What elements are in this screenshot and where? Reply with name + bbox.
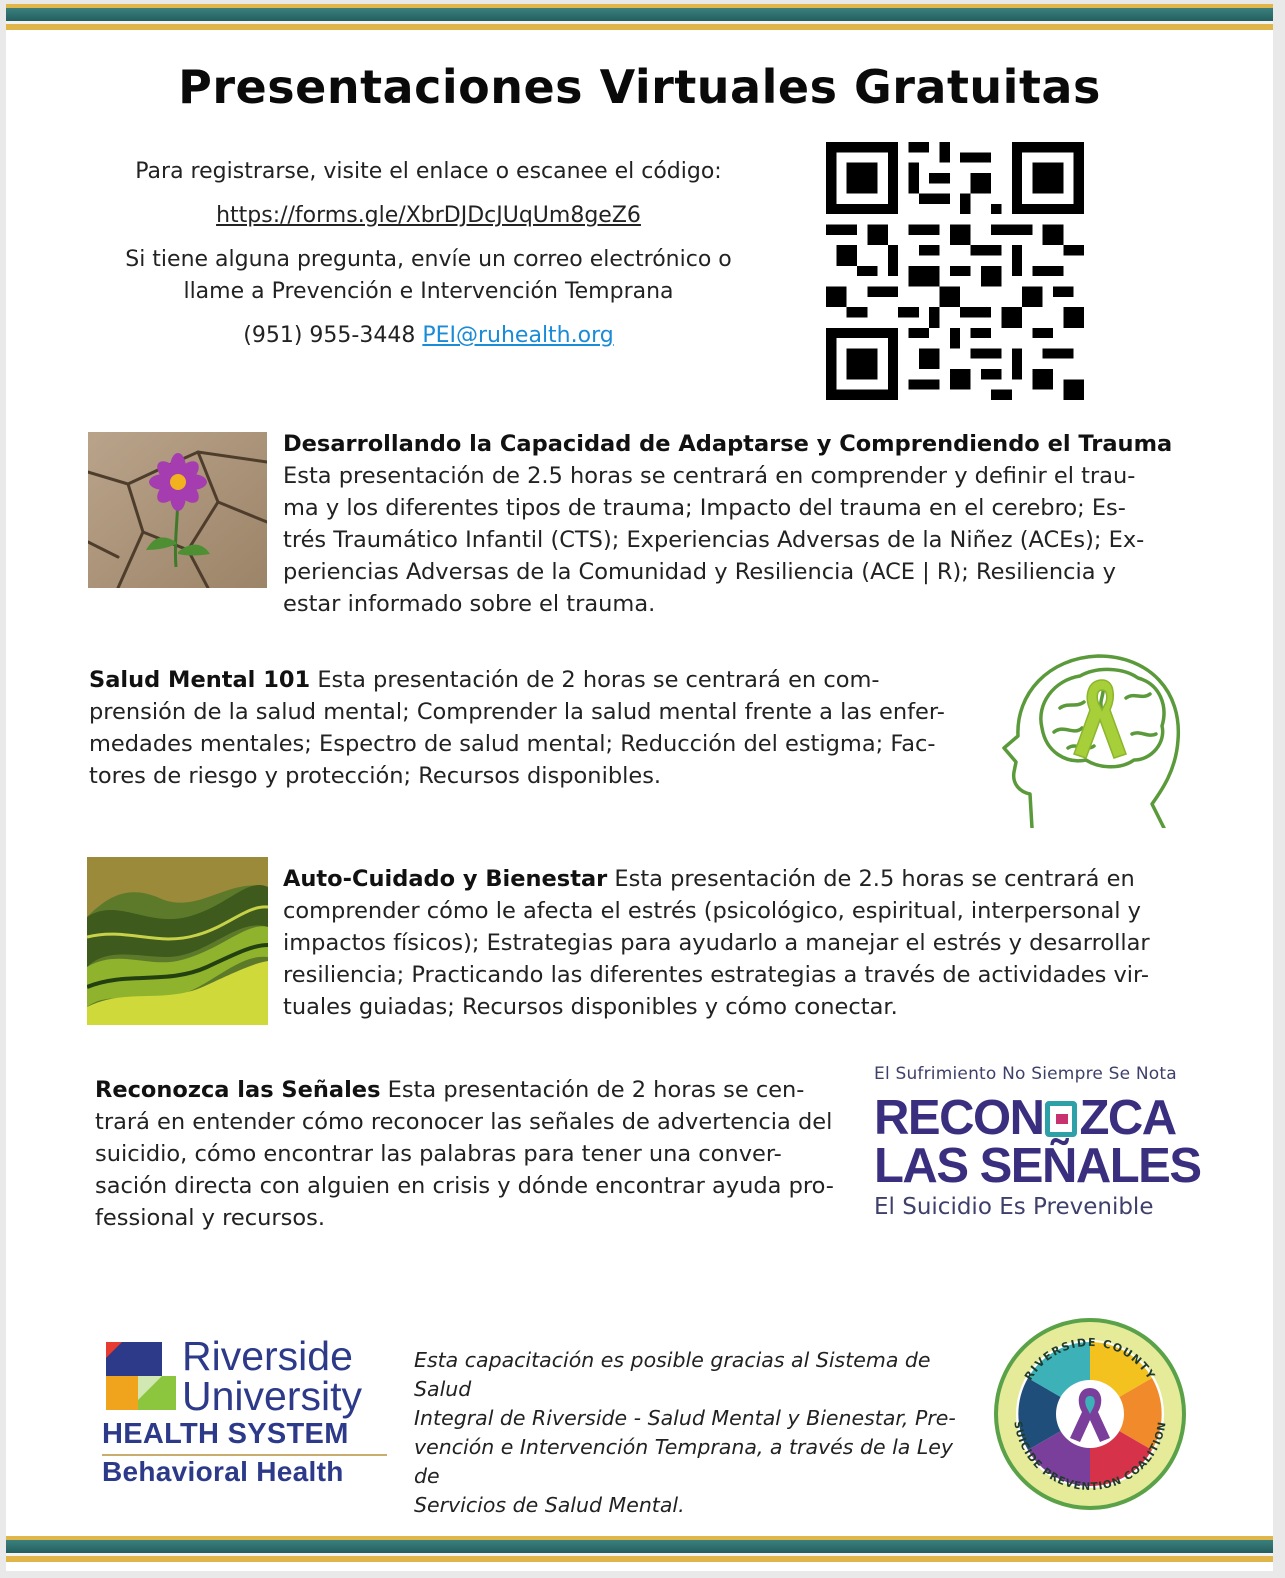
suicide-prevention-coalition-seal <box>992 1316 1188 1512</box>
bottom-decorative-band <box>6 1536 1273 1562</box>
logo-word: LAS SEÑALES <box>874 1139 1201 1193</box>
logo-word: ZCA <box>1079 1091 1176 1145</box>
funding-credit <box>414 1346 984 1520</box>
section-line: tuales guiadas; Recursos disponibles y cómo conectar. <box>283 994 898 1020</box>
email-link[interactable]: PEI@ruhealth.org <box>422 323 614 348</box>
section-trauma <box>283 428 1183 620</box>
section-line: Esta presentación de 2.5 horas se centrará en <box>607 866 1135 892</box>
logo-word: RECON <box>874 1091 1044 1145</box>
section-line: estar informado sobre el trauma. <box>283 591 656 617</box>
section-line: prensión de la salud mental; Comprender la salud mental frente a las enfer- <box>89 699 945 725</box>
section-line: trará en entender cómo reconocer las señales de advertencia del <box>95 1109 833 1135</box>
logo-tagline-top: El Sufrimiento No Siempre Se Nota <box>874 1064 1177 1084</box>
registration-link[interactable]: https://forms.gle/XbrDJDcJUqUm8geZ6 <box>216 203 641 228</box>
registration-block <box>86 156 771 364</box>
section-line: impactos físicos); Estrategias para ayudarlo a manejar el estrés y desarrollar <box>283 930 1150 956</box>
ruhs-line: University <box>182 1373 362 1419</box>
section-line: suicidio, cómo encontrar las palabras para tener una conver- <box>95 1141 782 1167</box>
recognize-signs-logo <box>874 1064 1201 1234</box>
top-decorative-band <box>6 4 1273 30</box>
credit-line: vención e Intervención Temprana, a través de la Ley de <box>414 1435 954 1488</box>
section-line: resiliencia; Practicando las diferentes estrategias a través de actividades vir- <box>283 962 1149 988</box>
section-line: ma y los diferentes tipos de trauma; Impacto del trauma en el cerebro; Es- <box>283 495 1126 521</box>
qr-code[interactable] <box>826 142 1084 400</box>
flower-cracked-earth-image <box>88 432 267 588</box>
section-self-care <box>283 863 1183 1023</box>
section-line: Esta presentación de 2 horas se centrará en com- <box>310 667 880 693</box>
section-line: periencias Adversas de la Comunidad y Resiliencia (ACE | R); Resiliencia y <box>283 559 1116 585</box>
seal-bottom-text: SUICIDE PREVENTION COALITION <box>1011 1420 1169 1494</box>
questions-line-1: Si tiene alguna pregunta, envíe un correo electrónico o <box>125 247 732 272</box>
green-landscape-image <box>87 857 268 1025</box>
seal-top-text: RIVERSIDE COUNTY <box>1021 1335 1159 1383</box>
speech-bubble-icon <box>1045 1101 1077 1137</box>
ruhs-line: Behavioral Health <box>102 1456 344 1487</box>
ruhs-line: HEALTH SYSTEM <box>102 1418 349 1450</box>
section-title: Desarrollando la Capacidad de Adaptarse y Comprendiendo el Trauma <box>283 431 1173 457</box>
section-line: comprender cómo le afecta el estrés (psicológico, espiritual, interpersonal y <box>283 898 1141 924</box>
section-title: Auto-Cuidado y Bienestar <box>283 866 608 892</box>
credit-line: Servicios de Salud Mental. <box>414 1493 685 1517</box>
section-line: tores de riesgo y protección; Recursos disponibles. <box>89 763 662 789</box>
riverside-university-logo <box>102 1333 392 1487</box>
section-line: fessional y recursos. <box>95 1205 325 1231</box>
page-title: Presentaciones Virtuales Gratuitas <box>178 60 1101 114</box>
credit-line: Integral de Riverside - Salud Mental y Bienestar, Pre- <box>414 1406 956 1430</box>
section-line: Esta presentación de 2 horas se cen- <box>380 1077 805 1103</box>
ruhs-emblem-icon <box>102 1340 178 1412</box>
section-title: Reconozca las Señales <box>95 1077 381 1103</box>
phone-number: (951) 955-3448 <box>243 323 416 348</box>
registration-instructions: Para registrarse, visite el enlace o escanee el código: <box>135 159 722 184</box>
credit-line: Esta capacitación es posible gracias al Sistema de Salud <box>414 1348 931 1401</box>
flyer-page <box>6 4 1273 1571</box>
head-brain-ribbon-icon <box>1002 644 1184 828</box>
ruhs-line: Riverside <box>182 1333 353 1379</box>
logo-tagline-bottom: El Suicidio Es Prevenible <box>874 1194 1154 1220</box>
section-line: Esta presentación de 2.5 horas se centrará en comprender y definir el trau- <box>283 463 1136 489</box>
section-recognize-signs <box>95 1074 865 1234</box>
section-mental-health-101 <box>89 664 989 792</box>
questions-line-2: llame a Prevención e Intervención Temprana <box>183 279 674 304</box>
section-title: Salud Mental 101 <box>89 667 311 693</box>
section-line: sación directa con alguien en crisis y dónde encontrar ayuda pro- <box>95 1173 834 1199</box>
section-line: medades mentales; Espectro de salud mental; Reducción del estigma; Fac- <box>89 731 936 757</box>
section-line: trés Traumático Infantil (CTS); Experiencias Adversas de la Niñez (ACEs); Ex- <box>283 527 1145 553</box>
